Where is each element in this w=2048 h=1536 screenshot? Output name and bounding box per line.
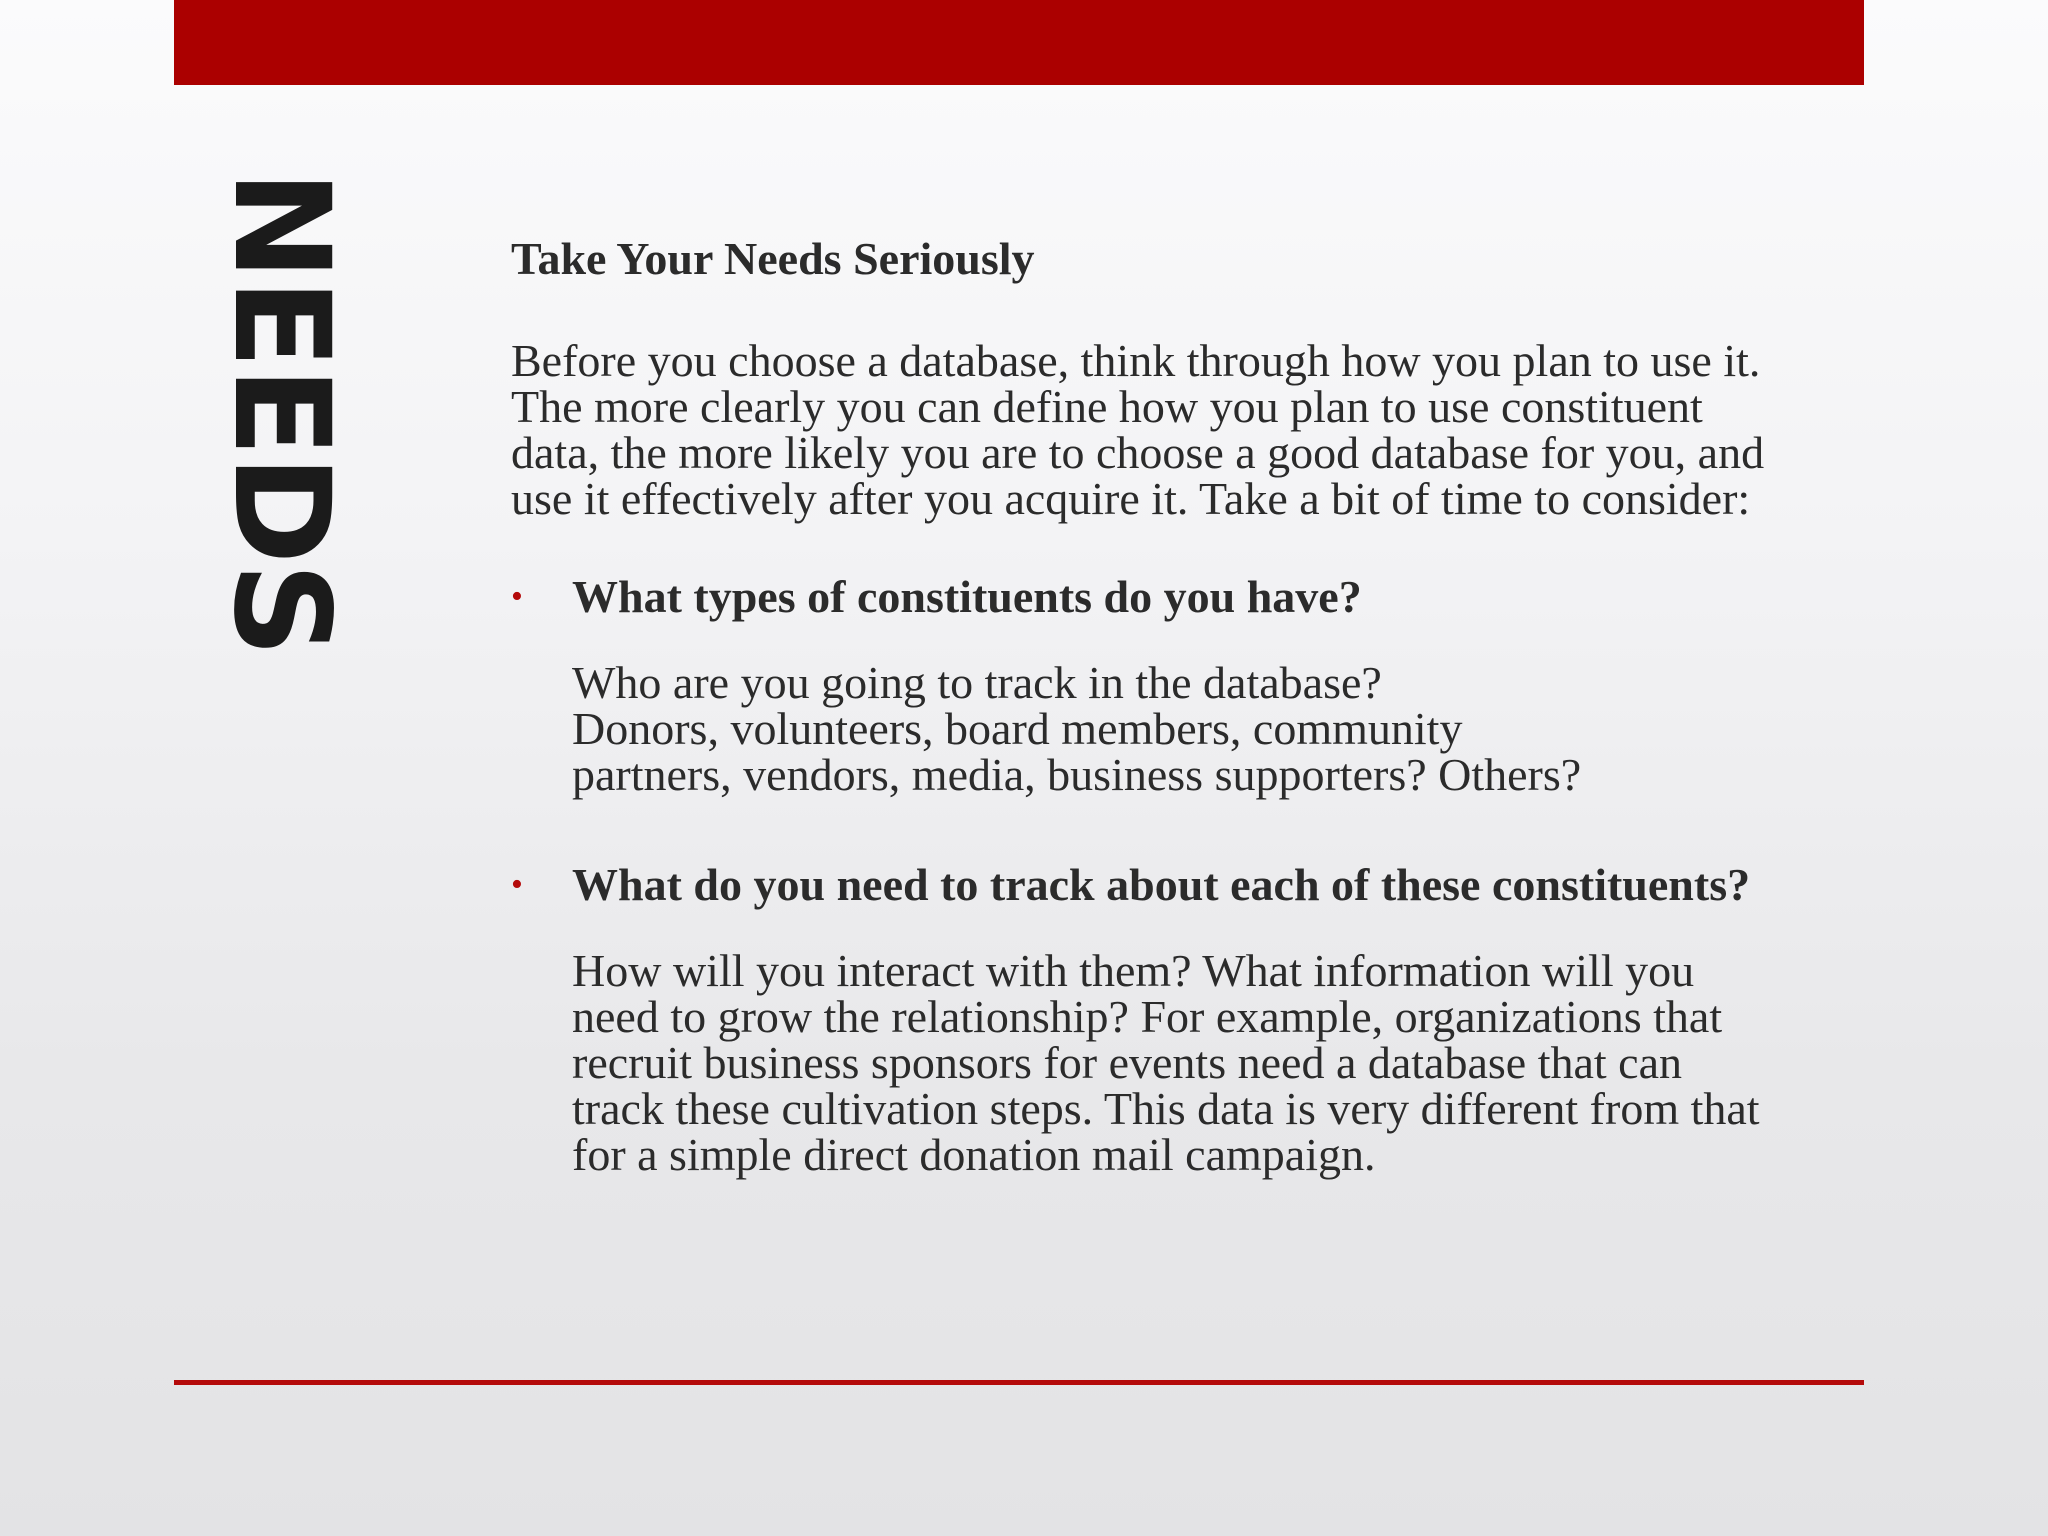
bullet-item-constituent-types xyxy=(511,570,1851,798)
bottom-divider xyxy=(174,1380,1864,1385)
slide-content xyxy=(511,232,1851,1178)
intro-line: data, the more likely you are to choose a good database for you, and xyxy=(511,427,1765,478)
intro-paragraph xyxy=(511,335,1851,524)
top-accent-bar xyxy=(174,0,1864,85)
bullet-dot-icon: • xyxy=(511,578,523,615)
bullet-body-line: partners, vendors, media, business supporters? Others? xyxy=(572,749,1582,800)
bullet-body-line: recruit business sponsors for events need a database that can xyxy=(572,1037,1683,1088)
bullet-item-tracking-needs xyxy=(511,858,1851,1178)
intro-line: The more clearly you can define how you plan to use constituent xyxy=(511,381,1703,432)
slide-heading: Take Your Needs Seriously xyxy=(511,233,1035,284)
bullet-question: What types of constituents do you have? xyxy=(572,571,1362,622)
intro-line: use it effectively after you acquire it. Take a bit of time to consider: xyxy=(511,473,1751,524)
bullet-body-line: Who are you going to track in the database? xyxy=(572,657,1382,708)
bullet-dot-icon: • xyxy=(511,866,523,903)
bullet-body-line: How will you interact with them? What information will you xyxy=(572,945,1695,996)
bullet-question: What do you need to track about each of these constituents? xyxy=(572,859,1751,910)
side-title: NEEDS xyxy=(204,170,358,656)
bullet-body-line: need to grow the relationship? For example, organizations that xyxy=(572,991,1723,1042)
intro-line: Before you choose a database, think through how you plan to use it. xyxy=(511,335,1761,386)
bullet-body-line: for a simple direct donation mail campaign. xyxy=(572,1129,1376,1180)
bullet-body xyxy=(572,657,1851,800)
bullet-body xyxy=(572,945,1851,1180)
bullet-body-line: track these cultivation steps. This data is very different from that xyxy=(572,1083,1760,1134)
bullet-body-line: Donors, volunteers, board members, community xyxy=(572,703,1463,754)
